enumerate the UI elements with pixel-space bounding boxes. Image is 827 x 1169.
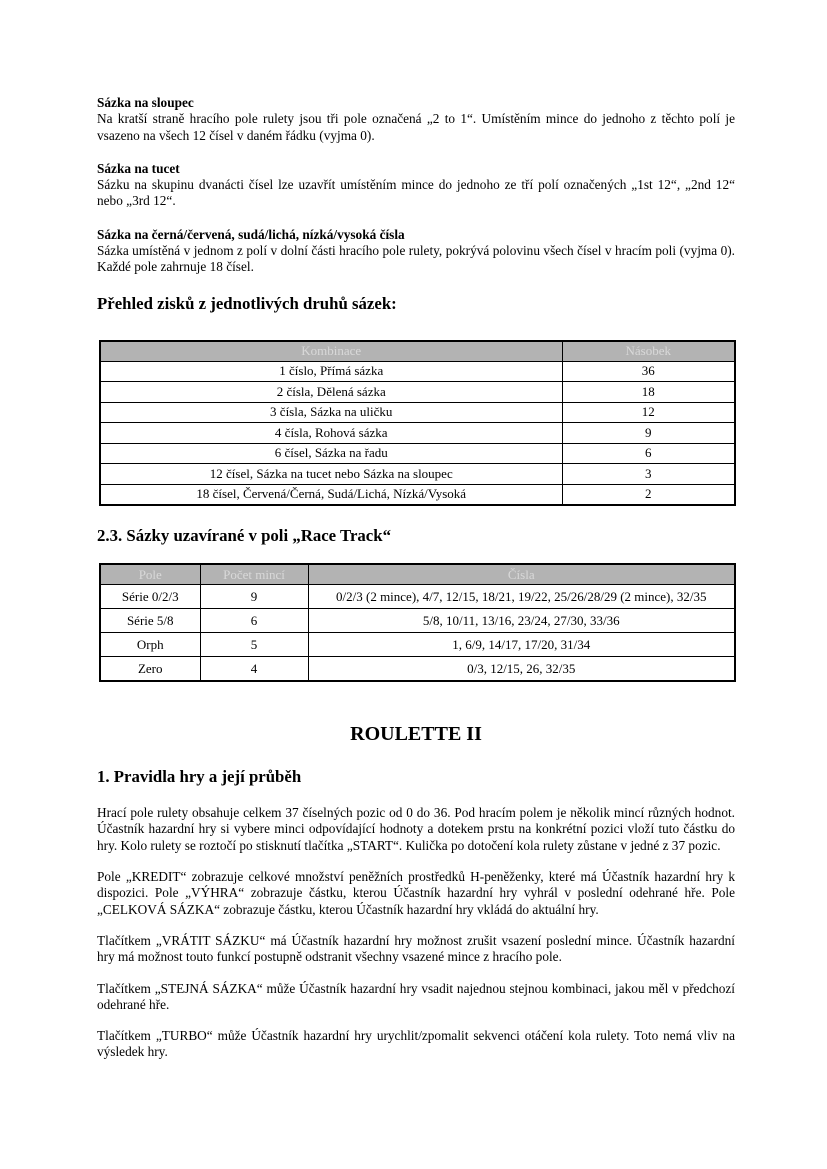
table-row [100,585,735,609]
table-cell: 5 [200,633,308,657]
table-cell: 12 [562,402,735,423]
payout-heading: Přehled zisků z jednotlivých druhů sázek: [97,293,397,313]
racetrack-section-heading: 2.3. Sázky uzavírané v poli „Race Track“ [97,526,391,546]
table-row [100,443,735,464]
table-cell: 1 číslo, Přímá sázka [100,361,562,382]
paragraph-game-rules: Hrací pole rulety obsahuje celkem 37 číselných pozic od 0 do 36. Pod hracím polem je několik mincí různých hodnot. Účastník hazardní hry si vybere minci odpovídající hodnoty a dotekem prstu na konkrétní pozici vloží tuto částku do hry. Kolo rulety se roztočí po stisknutí tlačítka „START“. Kulička po dotočení kola rulety zůstane v jedné z 37 pozic. [97,805,735,853]
table-row [100,402,735,423]
table-cell: 18 [562,382,735,403]
table-row [100,633,735,657]
subsection-title: Sázka na černá/červená, sudá/lichá, nízká/vysoká čísla [97,226,405,242]
table-cell: 2 [562,484,735,505]
rules-section-heading: 1. Pravidla hry a její průběh [97,767,302,787]
section-sazka-na-sloupec [97,95,735,144]
table-row [100,484,735,505]
column-header-cisla: Čísla [308,564,735,585]
table-cell: 6 [562,443,735,464]
table-cell: 4 čísla, Rohová sázka [100,423,562,444]
paragraph-vratit-sazku: Tlačítkem „VRÁTIT SÁZKU“ má Účastník hazardní hry možnost zrušit vsazení poslední mince. Účastník hazardní hry má možnost touto funkcí postupně odstranit všechny vsazené mince z hracího pole. [97,932,735,965]
table-cell: Orph [100,633,200,657]
table-cell: Série 5/8 [100,609,200,633]
racetrack-table [99,563,736,682]
table-cell: 12 čísel, Sázka na tucet nebo Sázka na sloupec [100,464,562,485]
subsection-body: Sázku na skupinu dvanácti čísel lze uzavřít umístěním mince do jednoho ze tří polí označených „1st 12“, „2nd 12“ nebo „3rd 12“. [97,177,735,209]
table-cell: 9 [562,423,735,444]
table-cell: 5/8, 10/11, 13/16, 23/24, 27/30, 33/36 [308,609,735,633]
table-cell: 36 [562,361,735,382]
table-cell: Série 0/2/3 [100,585,200,609]
table-row [100,361,735,382]
subsection-body: Na kratší straně hracího pole rulety jsou tři pole označená „2 to 1“. Umístěním mince do jednoho z těchto polí je vsazeno na všech 12 čísel v daném řádku (vyjma 0). [97,111,735,143]
page-content [97,95,735,1061]
payout-table [99,340,736,507]
column-header-kombinace: Kombinace [100,341,562,362]
table-cell: 6 [200,609,308,633]
table-cell: 6 čísel, Sázka na řadu [100,443,562,464]
column-header-nasobek: Násobek [562,341,735,362]
paragraph-kredit-vyhra-sazka: Pole „KREDIT“ zobrazuje celkové množství peněžních prostředků H-peněženky, které má Účastník hazardní hry k dispozici. Pole „VÝHRA“ zobrazuje částku, kterou Účastník hazardní hry vyhrál v poslední odehrané hře. Pole „CELKOVÁ SÁZKA“ zobrazuje částku, kterou Účastník hazardní hry vkládá do aktuální hry. [97,869,735,917]
payout-table-header-row [100,341,735,362]
paragraph-turbo: Tlačítkem „TURBO“ může Účastník hazardní hry urychlit/zpomalit sekvenci otáčení kola rulety. Toto nemá vliv na výsledek hry. [97,1028,735,1060]
subsection-title: Sázka na sloupec [97,95,194,110]
table-cell: 4 [200,657,308,682]
table-row [100,464,735,485]
document-title: ROULETTE II [350,723,482,746]
table-cell: Zero [100,657,200,682]
paragraph-stejna-sazka: Tlačítkem „STEJNÁ SÁZKA“ může Účastník hazardní hry vsadit najednou stejnou kombinaci, jakou měl v předchozí odehrané hře. [97,980,735,1012]
table-cell: 0/2/3 (2 mince), 4/7, 12/15, 18/21, 19/22, 25/26/28/29 (2 mince), 32/35 [308,585,735,609]
table-cell: 3 čísla, Sázka na uličku [100,402,562,423]
subsection-body: Sázka umístěná v jednom z polí v dolní části hracího pole rulety, pokrývá polovinu všech čísel v hracím poli (vyjma 0). Každé pole zahrnuje 18 čísel. [97,243,735,275]
column-header-pocet-minci: Počet mincí [200,564,308,585]
section-sazka-na-barvy [97,227,735,276]
table-row [100,609,735,633]
table-cell: 3 [562,464,735,485]
table-cell: 0/3, 12/15, 26, 32/35 [308,657,735,682]
table-cell: 18 čísel, Červená/Černá, Sudá/Lichá, Nízká/Vysoká [100,484,562,505]
table-cell: 9 [200,585,308,609]
table-row [100,382,735,403]
section-sazka-na-tucet [97,161,735,210]
table-row [100,657,735,682]
column-header-pole: Pole [100,564,200,585]
table-cell: 1, 6/9, 14/17, 17/20, 31/34 [308,633,735,657]
table-row [100,423,735,444]
racetrack-table-header-row [100,564,735,585]
subsection-title: Sázka na tucet [97,160,180,176]
table-cell: 2 čísla, Dělená sázka [100,382,562,403]
